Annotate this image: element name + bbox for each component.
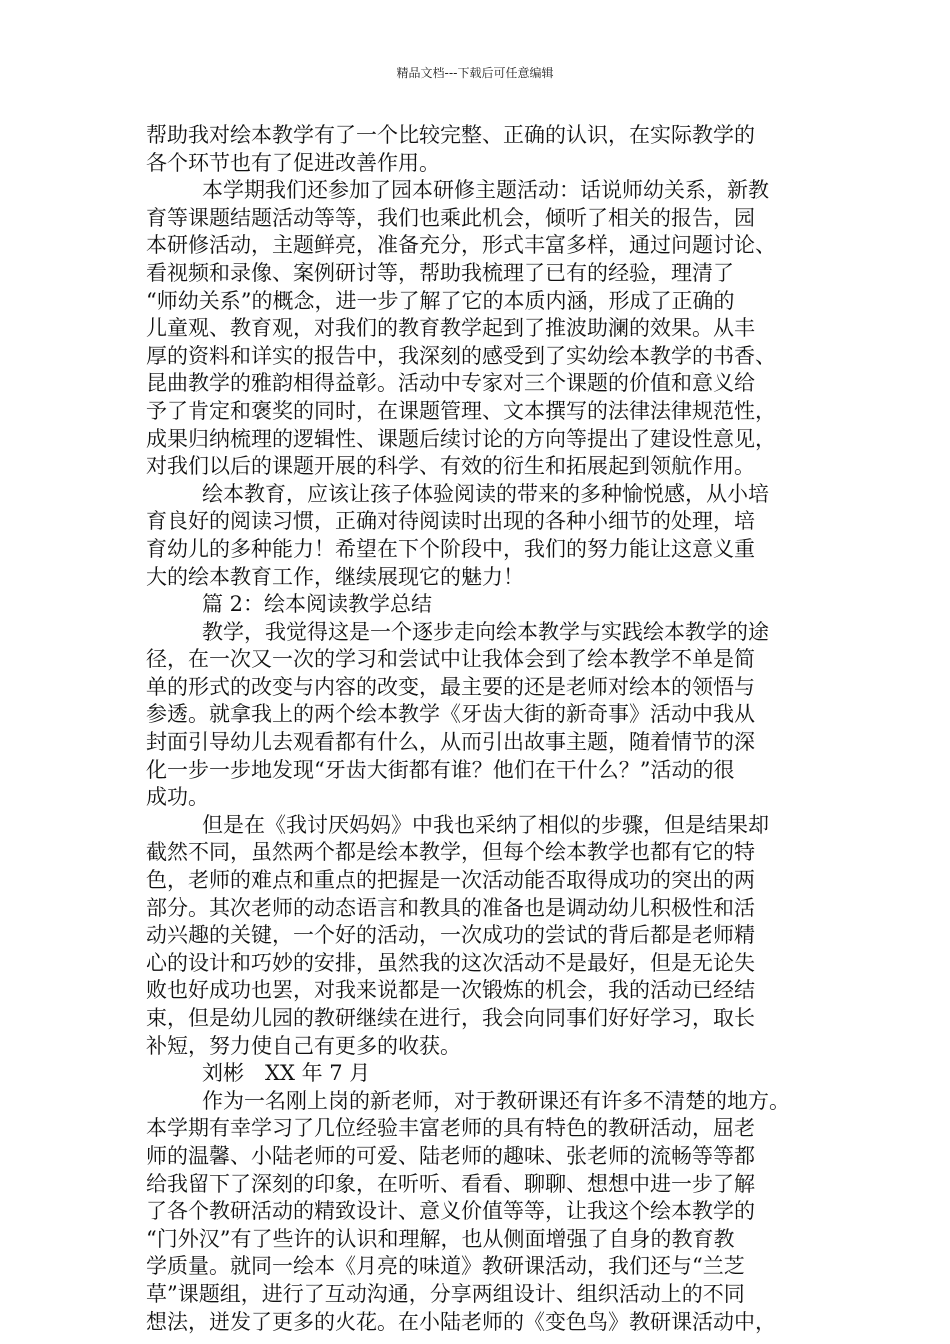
text-line: 部分。其次老师的动态语言和教具的准备也是调动幼儿积极性和活 bbox=[146, 895, 755, 920]
text-line: 育等课题结题活动等等，我们也乘此机会，倾听了相关的报告，园 bbox=[146, 205, 755, 230]
text-line: 单的形式的改变与内容的改变，最主要的还是老师对绘本的领悟与 bbox=[146, 674, 755, 699]
page-header: 精品文档---下载后可任意编辑 bbox=[396, 66, 554, 80]
text-line: 成果归纳梳理的逻辑性、课题后续讨论的方向等提出了建设性意见， bbox=[146, 426, 776, 451]
text-line: 束，但是幼儿园的教研继续在进行，我会向同事们好好学习，取长 bbox=[146, 1006, 755, 1030]
text-line: 育幼儿的多种能力！希望在下个阶段中，我们的努力能让这意义重 bbox=[146, 536, 755, 561]
text-line: 本学期我们还参加了园本研修主题活动：话说师幼关系，新教 bbox=[202, 178, 769, 203]
text-line: 师的温馨、小陆老师的可爱、陆老师的趣味、张老师的流畅等等都 bbox=[146, 1143, 755, 1168]
document-body bbox=[146, 122, 826, 1336]
text-line: 绘本教育，应该让孩子体验阅读的带来的多种愉悦感，从小培 bbox=[202, 481, 769, 506]
text-line: 作为一名刚上岗的新老师，对于教研课还有许多不清楚的地方。 bbox=[202, 1088, 790, 1113]
text-line: 败也好成功也罢，对我来说都是一次锻炼的机会，我的活动已经结 bbox=[146, 978, 755, 1003]
text-line: 草”课题组，进行了互动沟通，分享两组设计、组织活动上的不同 bbox=[146, 1281, 745, 1306]
text-line: 帮助我对绘本教学有了一个比较完整、正确的认识，在实际教学的 bbox=[146, 123, 755, 147]
text-line: 厚的资料和详实的报告中，我深刻的感受到了实幼绘本教学的书香、 bbox=[146, 343, 776, 368]
text-line: 封面引导幼儿去观看都有什么，从而引出故事主题，随着情节的深 bbox=[146, 730, 755, 755]
text-line: 补短，努力使自己有更多的收获。 bbox=[146, 1033, 461, 1058]
text-line: 截然不同，虽然两个都是绘本教学，但每个绘本教学也都有它的特 bbox=[146, 840, 755, 865]
text-line: 育良好的阅读习惯，正确对待阅读时出现的各种小细节的处理，培 bbox=[146, 509, 755, 534]
text-line: 看视频和录像、案例研讨等，帮助我梳理了已有的经验，理清了 bbox=[146, 260, 734, 285]
text-line: 儿童观、教育观，对我们的教育教学起到了推波助澜的效果。从丰 bbox=[146, 316, 755, 341]
text-line: 本学期有幸学习了几位经验丰富老师的具有特色的教研活动，屈老 bbox=[146, 1116, 755, 1141]
text-line: 对我们以后的课题开展的科学、有效的衍生和拓展起到领航作用。 bbox=[146, 454, 755, 479]
text-line: “师幼关系”的概念，进一步了解了它的本质内涵，形成了正确的 bbox=[146, 288, 735, 313]
text-line: 学质量。就同一绘本《月亮的味道》教研课活动，我们还与“兰芝 bbox=[146, 1254, 745, 1279]
text-line: 篇 2：绘本阅读教学总结 bbox=[202, 592, 433, 617]
text-line: 心的设计和巧妙的安排，虽然我的这次活动不是最好，但是无论失 bbox=[146, 950, 755, 975]
text-line: 径，在一次又一次的学习和尝试中让我体会到了绘本教学不单是简 bbox=[146, 647, 755, 672]
text-line: 给我留下了深刻的印象，在听听、看看、聊聊、想想中进一步了解 bbox=[146, 1171, 755, 1196]
text-line: 化一步一步地发现“牙齿大街都有谁？他们在干什么？”活动的很 bbox=[146, 757, 735, 782]
text-line: “门外汉”有了些许的认识和理解，也从侧面增强了自身的教育教 bbox=[146, 1226, 735, 1251]
text-line: 各个环节也有了促进改善作用。 bbox=[146, 150, 440, 175]
text-line: 动兴趣的关键，一个好的活动，一次成功的尝试的背后都是老师精 bbox=[146, 923, 755, 948]
text-line: 教学，我觉得这是一个逐步走向绘本教学与实践绘本教学的途 bbox=[202, 619, 769, 644]
text-line: 大的绘本教育工作，继续展现它的魅力！ bbox=[146, 564, 524, 589]
text-line: 刘彬 XX 年 7 月 bbox=[202, 1061, 371, 1086]
text-line: 予了肯定和褒奖的同时，在课题管理、文本撰写的法律法律规范性， bbox=[146, 398, 776, 423]
text-line: 色，老师的难点和重点的把握是一次活动能否取得成功的突出的两 bbox=[146, 868, 755, 893]
text-line: 参透。就拿我上的两个绘本教学《牙齿大街的新奇事》活动中我从 bbox=[146, 702, 755, 727]
text-line: 本研修活动，主题鲜亮，准备充分，形式丰富多样，通过问题讨论、 bbox=[146, 233, 776, 258]
text-line: 想法，迸发了更多的火花。在小陆老师的《变色鸟》教研课活动中， bbox=[146, 1309, 776, 1334]
text-line: 昆曲教学的雅韵相得益彰。活动中专家对三个课题的价值和意义给 bbox=[146, 371, 755, 396]
text-line: 了各个教研活动的精致设计、意义价值等等，让我这个绘本教学的 bbox=[146, 1199, 755, 1224]
text-line: 但是在《我讨厌妈妈》中我也采纳了相似的步骤，但是结果却 bbox=[202, 812, 769, 837]
text-line: 成功。 bbox=[146, 785, 209, 810]
